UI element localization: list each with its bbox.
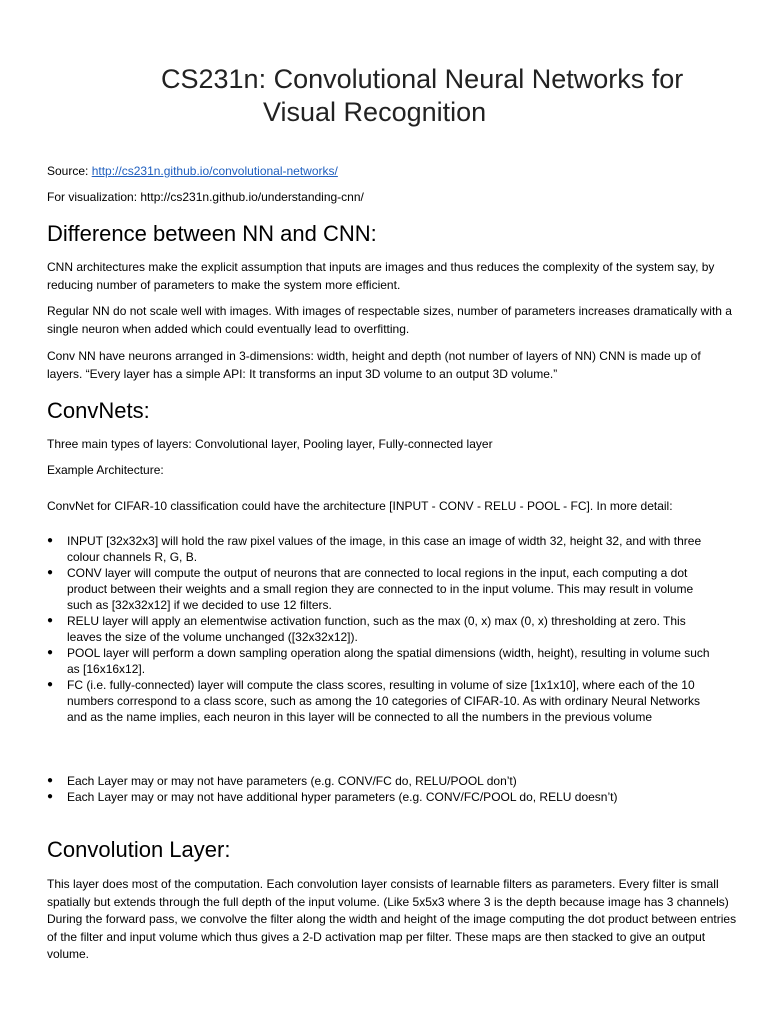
paragraph: This layer does most of the computation. Each convolution layer consists of learnable filters as parameters. Every filter is small spatially but extends through the full depth of the input volume. (Like 5x5x3 where 3 is the depth because image has 3 channels) During the forward pass, we convolve the filter along the width and height of the image computing the dot product between entries of the filter and input volume which thus gives a 2-D activation map per filter. These maps are then stacked to give an output volume.: [47, 877, 737, 961]
title-line-2: Visual Recognition: [263, 97, 487, 127]
source-label: Source:: [47, 164, 89, 178]
bullet-icon: ●: [47, 647, 54, 658]
section-heading-nn-cnn: Difference between NN and CNN:: [47, 221, 377, 246]
layer-params-list: [47, 773, 717, 805]
paragraph: CNN architectures make the explicit assumption that inputs are images and thus reduces the complexity of the system say, by reducing number of parameters to make the system more efficient.: [47, 260, 715, 292]
list-item: [47, 677, 717, 725]
list-item: [47, 533, 717, 565]
list-item-text: Each Layer may or may not have parameters (e.g. CONV/FC do, RELU/POOL don’t): [67, 774, 517, 788]
section-heading-convolution-layer: Convolution Layer:: [47, 837, 231, 862]
list-item: [47, 773, 717, 789]
list-item-text: Each Layer may or may not have additional hyper parameters (e.g. CONV/FC/POOL do, RELU doesn’t): [67, 790, 618, 804]
source-link[interactable]: http://cs231n.github.io/convolutional-networks/: [91, 164, 338, 178]
section-heading-convnets: ConvNets:: [47, 398, 150, 423]
paragraph: ConvNet for CIFAR-10 classification could have the architecture [INPUT - CONV - RELU - POOL - FC]. In more detail:: [47, 499, 673, 513]
architecture-list: [47, 533, 717, 725]
bullet-icon: ●: [47, 615, 54, 626]
bullet-icon: ●: [47, 775, 54, 786]
bullet-icon: ●: [47, 791, 54, 802]
list-item: [47, 565, 717, 613]
paragraph: Conv NN have neurons arranged in 3-dimensions: width, height and depth (not number of layers of NN) CNN is made up of layers. “Every layer has a simple API: It transforms an input 3D volume to an output 3D volume.”: [47, 349, 701, 381]
bullet-icon: ●: [47, 535, 54, 546]
list-item-text: INPUT [32x32x3] will hold the raw pixel values of the image, in this case an image of width 32, height 32, and with three colour channels R, G, B.: [67, 534, 702, 564]
paragraph: Three main types of layers: Convolutional layer, Pooling layer, Fully-connected layer: [47, 437, 493, 451]
list-item-text: FC (i.e. fully-connected) layer will compute the class scores, resulting in volume of size [1x1x10], where each of the 10 numbers correspond to a class score, such as among the 10 categories of CIFAR-10. As with ordinary Neural Networks and as the name implies, each neuron in this layer will be connected to all the numbers in the previous volume: [67, 678, 700, 724]
paragraph: Example Architecture:: [47, 463, 164, 477]
source-line: [47, 163, 737, 181]
visualization-line: For visualization: http://cs231n.github.io/understanding-cnn/: [47, 190, 364, 204]
list-item-text: CONV layer will compute the output of neurons that are connected to local regions in the input, each computing a dot product between their weights and a small region they are connected to in the input volume. This may result in volume such as [32x32x12] if we decided to use 12 filters.: [67, 566, 694, 612]
list-item: [47, 789, 717, 805]
paragraph: Regular NN do not scale well with images. With images of respectable sizes, number of parameters increases dramatically with a single neuron when added which could eventually lead to overfitting.: [47, 304, 732, 336]
bullet-icon: ●: [47, 567, 54, 578]
title-line-1: CS231n: Convolutional Neural Networks for: [161, 64, 684, 94]
list-item-text: RELU layer will apply an elementwise activation function, such as the max (0, x) max (0, x) thresholding at zero. This leaves the size of the volume unchanged ([32x32x12]).: [67, 614, 686, 644]
list-item-text: POOL layer will perform a down sampling operation along the spatial dimensions (width, height), resulting in volume such as [16x16x12].: [67, 646, 710, 676]
bullet-icon: ●: [47, 679, 54, 690]
list-item: [47, 613, 717, 645]
list-item: [47, 645, 717, 677]
